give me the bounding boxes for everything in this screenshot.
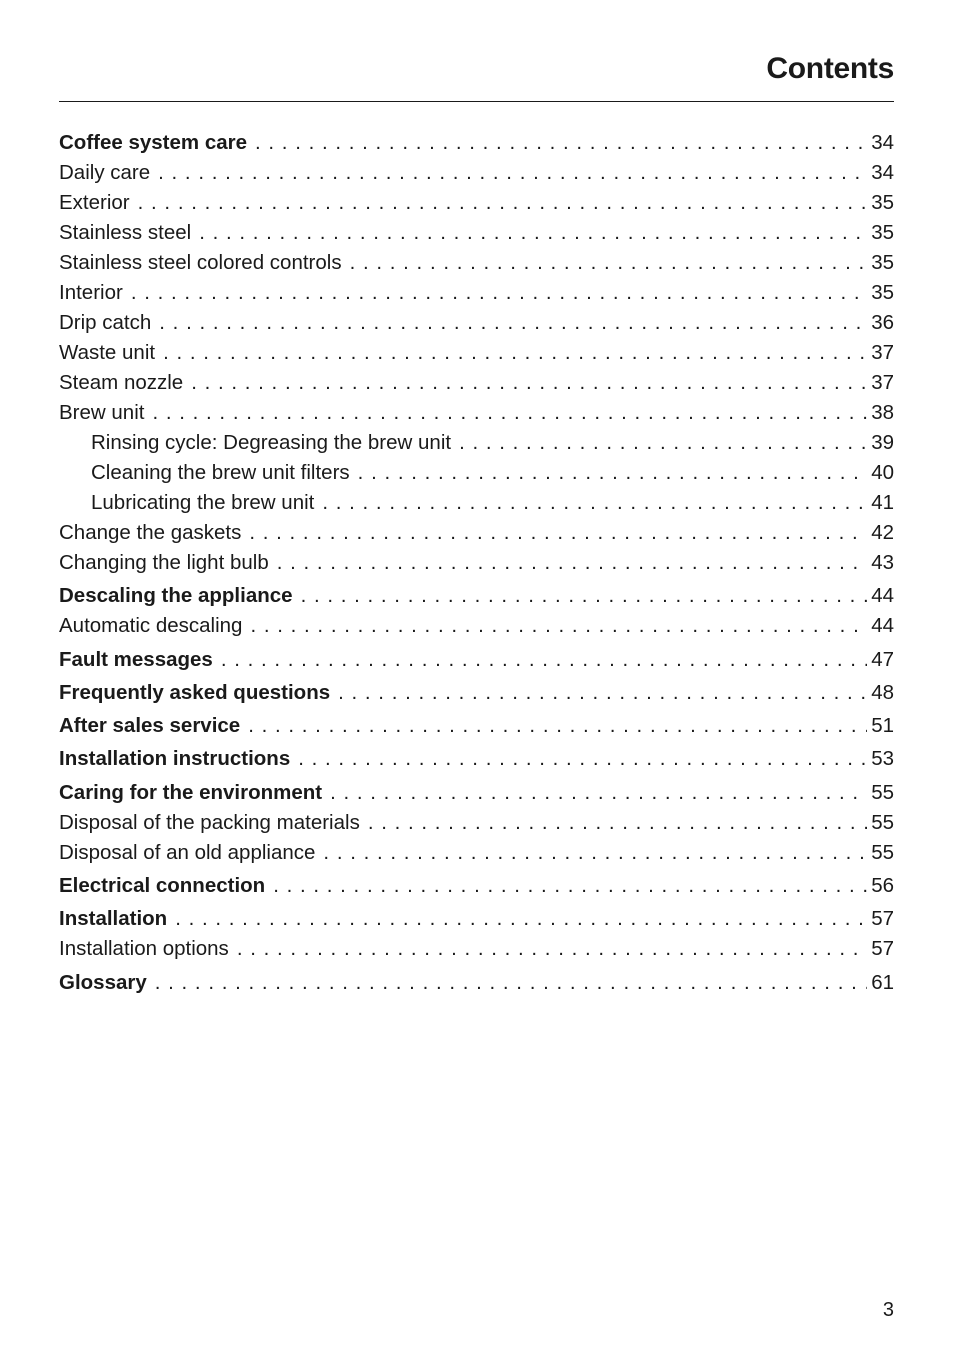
toc-entry-page: 35 xyxy=(871,251,894,274)
dot-leader xyxy=(158,158,867,188)
toc-entry-label: Installation options xyxy=(59,937,229,961)
toc-entry[interactable] xyxy=(59,398,894,428)
toc-entry-label: Disposal of an old appliance xyxy=(59,840,316,864)
toc-entry[interactable] xyxy=(59,188,894,218)
toc-entry[interactable] xyxy=(59,744,894,774)
toc-entry-page: 38 xyxy=(871,401,894,424)
toc-entry-label: Installation instructions xyxy=(59,747,291,771)
toc-entry-label: Brew unit xyxy=(59,401,145,424)
toc-entry-page: 47 xyxy=(871,647,894,671)
toc-entry[interactable] xyxy=(59,548,894,578)
toc-entry-page: 35 xyxy=(871,281,894,304)
toc-entry-page: 53 xyxy=(871,747,894,771)
toc-entry-page: 42 xyxy=(871,521,894,544)
dot-leader xyxy=(138,188,868,218)
toc-entry-label: Caring for the environment xyxy=(59,780,323,804)
toc-entry-page: 36 xyxy=(871,311,894,334)
toc-entry-label: Automatic descaling xyxy=(59,614,243,638)
toc-entry-page: 51 xyxy=(871,714,894,738)
toc-entry-page: 40 xyxy=(871,461,894,484)
toc-entry-label: Glossary xyxy=(59,970,147,994)
toc-entry[interactable] xyxy=(59,904,894,934)
dot-leader xyxy=(323,838,867,868)
dot-leader xyxy=(250,611,867,641)
toc-entry-page: 37 xyxy=(871,371,894,394)
toc-entry[interactable] xyxy=(59,678,894,708)
dot-leader xyxy=(277,548,867,578)
dot-leader xyxy=(459,428,867,458)
toc-entry-page: 57 xyxy=(871,937,894,961)
dot-leader xyxy=(221,645,867,675)
toc-entry[interactable] xyxy=(59,428,894,458)
toc-entry-page: 34 xyxy=(871,161,894,184)
toc-entry[interactable] xyxy=(59,308,894,338)
toc-entry-label: Drip catch xyxy=(59,311,152,334)
toc-entry-label: Electrical connection xyxy=(59,874,266,898)
toc-entry[interactable] xyxy=(59,488,894,518)
toc-entry-label: Frequently asked questions xyxy=(59,680,331,704)
dot-leader xyxy=(248,711,867,741)
toc-entry-page: 39 xyxy=(871,431,894,454)
dot-leader xyxy=(338,678,867,708)
toc-entry-label: Steam nozzle xyxy=(59,371,184,394)
toc-entry-page: 44 xyxy=(871,584,894,608)
toc-entry[interactable] xyxy=(59,968,894,998)
dot-leader xyxy=(368,808,867,838)
dot-leader xyxy=(159,308,867,338)
toc-entry[interactable] xyxy=(59,611,894,641)
toc-entry-page: 55 xyxy=(871,810,894,834)
toc-entry-label: Cleaning the brew unit filters xyxy=(91,461,350,484)
toc-entry-label: Rinsing cycle: Degreasing the brew unit xyxy=(91,431,452,454)
toc-entry[interactable] xyxy=(59,368,894,398)
toc-entry[interactable] xyxy=(59,158,894,188)
toc-entry-page: 43 xyxy=(871,551,894,574)
toc-entry-page: 41 xyxy=(871,491,894,514)
toc-entry-label: Disposal of the packing materials xyxy=(59,810,360,834)
toc-entry-page: 35 xyxy=(871,221,894,244)
dot-leader xyxy=(350,248,868,278)
toc-entry[interactable] xyxy=(59,458,894,488)
toc-entry-page: 35 xyxy=(871,191,894,214)
toc-entry-label: Descaling the appliance xyxy=(59,584,293,608)
title-divider xyxy=(59,101,894,102)
dot-leader xyxy=(358,458,868,488)
toc-entry[interactable] xyxy=(59,248,894,278)
dot-leader xyxy=(237,934,867,964)
page-title: Contents xyxy=(766,52,894,85)
dot-leader xyxy=(191,368,867,398)
toc-entry-page: 61 xyxy=(871,970,894,994)
toc-entry-label: Fault messages xyxy=(59,647,213,671)
toc-entry[interactable] xyxy=(59,871,894,901)
toc-entry-label: Installation xyxy=(59,907,168,931)
toc-entry-label: After sales service xyxy=(59,714,241,738)
toc-entry-page: 56 xyxy=(871,874,894,898)
table-of-contents xyxy=(59,128,894,998)
toc-entry[interactable] xyxy=(59,711,894,741)
toc-entry-page: 37 xyxy=(871,341,894,364)
toc-entry-page: 48 xyxy=(871,680,894,704)
dot-leader xyxy=(301,581,868,611)
toc-entry-page: 34 xyxy=(871,131,894,154)
toc-entry-label: Stainless steel colored controls xyxy=(59,251,342,274)
toc-entry[interactable] xyxy=(59,581,894,611)
toc-entry[interactable] xyxy=(59,278,894,308)
toc-entry[interactable] xyxy=(59,518,894,548)
toc-entry[interactable] xyxy=(59,338,894,368)
toc-entry-page: 55 xyxy=(871,840,894,864)
dot-leader xyxy=(152,398,867,428)
toc-entry[interactable] xyxy=(59,778,894,808)
toc-entry-label: Changing the light bulb xyxy=(59,551,269,574)
toc-entry-page: 57 xyxy=(871,907,894,931)
dot-leader xyxy=(131,278,867,308)
dot-leader xyxy=(155,968,867,998)
toc-entry-page: 55 xyxy=(871,780,894,804)
toc-entry[interactable] xyxy=(59,128,894,158)
dot-leader xyxy=(273,871,867,901)
toc-entry-label: Daily care xyxy=(59,161,151,184)
toc-entry-label: Stainless steel xyxy=(59,221,192,244)
dot-leader xyxy=(199,218,867,248)
toc-entry[interactable] xyxy=(59,218,894,248)
toc-entry-label: Interior xyxy=(59,281,123,304)
dot-leader xyxy=(255,128,867,158)
dot-leader xyxy=(330,778,867,808)
dot-leader xyxy=(322,488,867,518)
toc-entry-label: Waste unit xyxy=(59,341,156,364)
toc-entry[interactable] xyxy=(59,934,894,964)
dot-leader xyxy=(298,744,867,774)
dot-leader xyxy=(163,338,867,368)
toc-entry-label: Exterior xyxy=(59,191,130,214)
toc-entry-page: 44 xyxy=(871,614,894,638)
toc-entry[interactable] xyxy=(59,645,894,675)
dot-leader xyxy=(175,904,867,934)
toc-entry-label: Coffee system care xyxy=(59,131,248,154)
dot-leader xyxy=(249,518,867,548)
toc-entry[interactable] xyxy=(59,838,894,868)
page-number: 3 xyxy=(882,1299,894,1321)
toc-entry-label: Change the gaskets xyxy=(59,521,242,544)
toc-entry-label: Lubricating the brew unit xyxy=(91,491,315,514)
toc-entry[interactable] xyxy=(59,808,894,838)
